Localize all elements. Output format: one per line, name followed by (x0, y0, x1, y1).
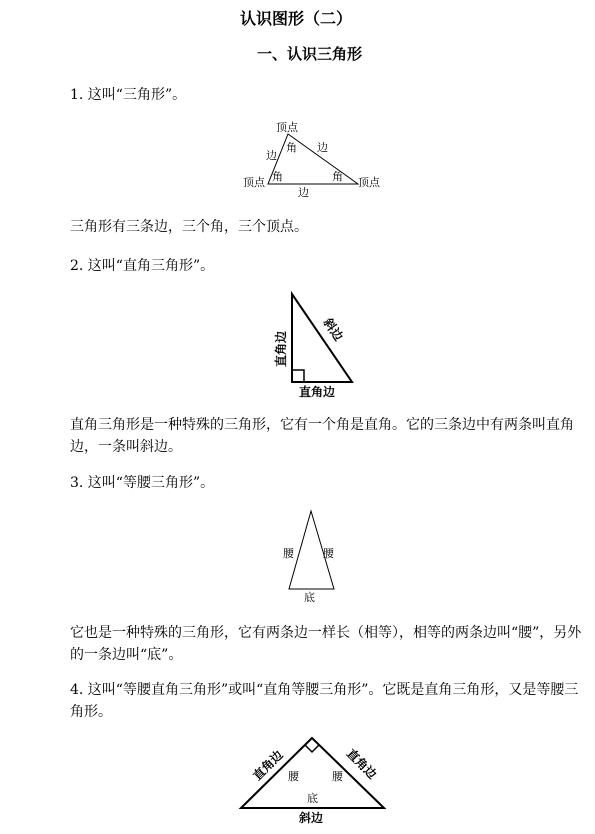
document-title: 认识图形（二） (240, 9, 353, 28)
item-4-text: 4. 这叫“等腰直角三角形”或叫“直角等腰三角形”。它既是直角三角形，又是等腰三角形。 (70, 682, 579, 720)
item-1-summary: 三角形有三条边，三个角，三个顶点。 (70, 219, 308, 235)
waist-label-left: 腰 (288, 770, 299, 783)
angle-label-top: 角 (286, 141, 297, 154)
right-triangle-description-text: 直角三角形是一种特殊的三角形，它有一个角是直角。它的三条边中有两条叫直角边，一条叫斜边。 (70, 417, 574, 455)
side-label-left: 边 (266, 149, 277, 162)
item-2-heading: 2. 这叫“直角三角形”。 (70, 258, 215, 274)
side-label-bottom: 边 (298, 186, 309, 199)
leg-label-horizontal: 直角边 (299, 385, 336, 399)
hypotenuse-label: 斜边 (299, 811, 324, 825)
item-3-heading: 3. 这叫“等腰三角形”。 (70, 475, 215, 491)
leg-label-right: 直角边 (343, 746, 380, 782)
waist-label-right: 腰 (323, 547, 334, 560)
angle-label-left: 角 (272, 170, 283, 183)
isosceles-description-text: 它也是一种特殊的三角形，它有两条边一样长（相等），相等的两条边叫“腰”，另外的一条边叫“底”。 (70, 625, 582, 663)
item-1-heading: 1. 这叫“三角形”。 (70, 87, 187, 103)
vertex-label-top: 顶点 (276, 121, 298, 134)
hypotenuse-label: 斜边 (320, 315, 346, 344)
waist-label-right: 腰 (332, 770, 343, 783)
base-label: 底 (307, 792, 318, 805)
vertex-label-left: 顶点 (243, 176, 265, 189)
leg-label-left: 直角边 (250, 747, 286, 784)
leg-label-vertical: 直角边 (274, 330, 288, 367)
section-heading: 一、认识三角形 (257, 45, 363, 63)
vertex-label-right: 顶点 (358, 176, 380, 189)
waist-label-left: 腰 (283, 547, 294, 560)
side-label-right: 边 (317, 141, 328, 154)
base-label: 底 (304, 591, 315, 604)
angle-label-right: 角 (332, 170, 343, 183)
